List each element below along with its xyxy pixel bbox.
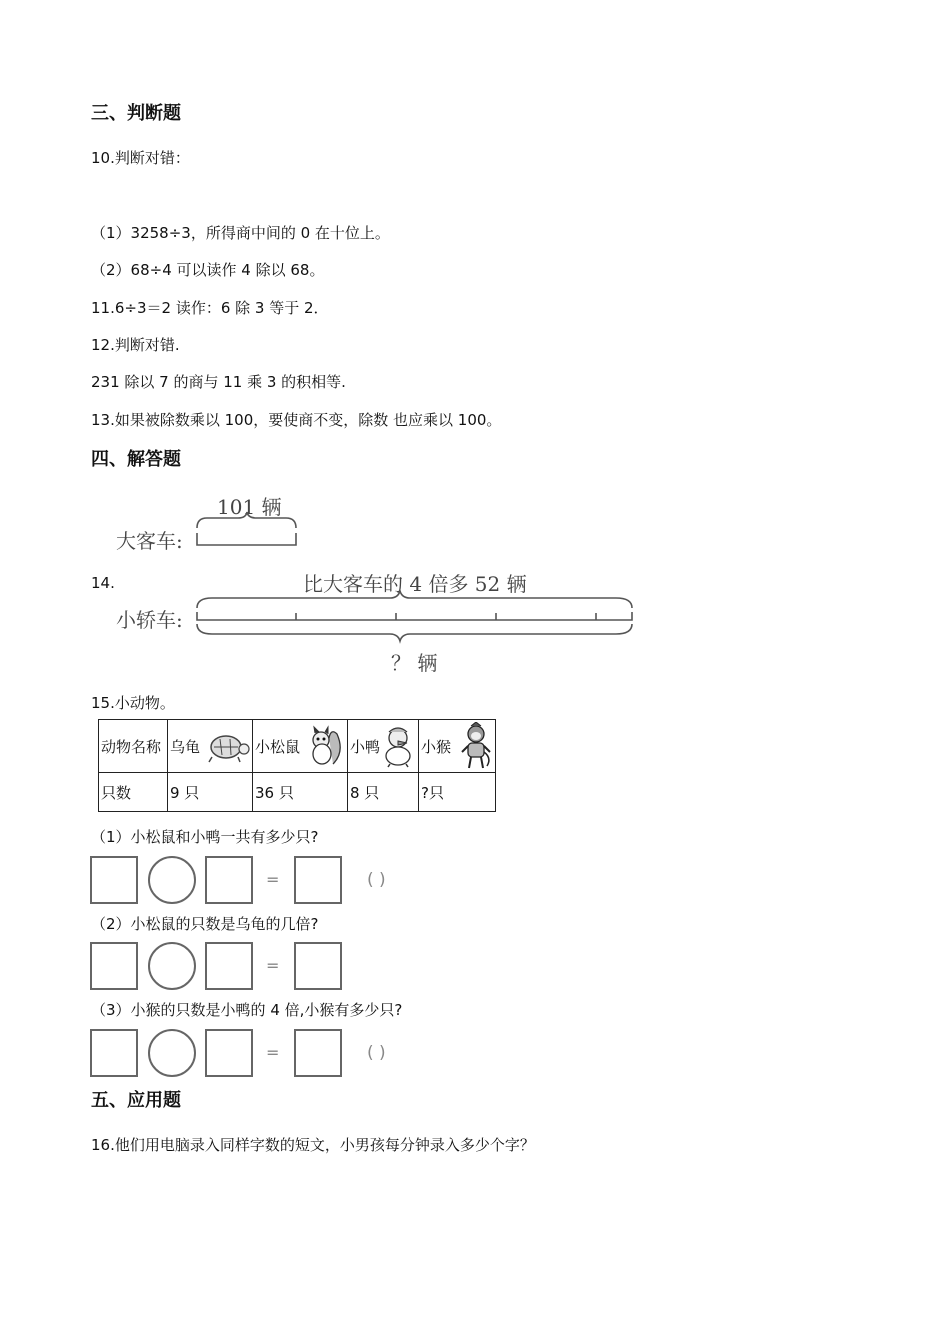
car-relation-label: 比大客车的 4 倍多 52 辆 (303, 572, 527, 596)
animal-count: ?只 (419, 773, 496, 812)
result-box[interactable] (294, 1029, 342, 1077)
unit-parentheses: ( ) (367, 1043, 386, 1063)
equals-sign: = (266, 1043, 280, 1062)
animal-count: 9 只 (168, 773, 253, 812)
equals-sign: = (266, 870, 280, 889)
car-unknown-label: ？ 辆 (391, 651, 438, 675)
operand-box[interactable] (90, 1029, 138, 1077)
q12-body: 231 除以 7 的商与 11 乘 3 的积相等. (91, 373, 346, 391)
answer-row-2 (90, 942, 350, 990)
bus-count-label: 101 辆 (217, 495, 282, 519)
q10-item-1: （1）3258÷3，所得商中间的 0 在十位上。 (91, 224, 390, 242)
operator-circle[interactable] (148, 942, 196, 990)
section-heading-apply: 五、应用题 (91, 1090, 181, 1111)
animal-name: 小松鼠 (255, 737, 301, 756)
answer-row-3 (90, 1029, 450, 1077)
count-label-cell: 只数 (99, 773, 168, 812)
operand-box[interactable] (90, 856, 138, 904)
monkey-icon (459, 722, 493, 770)
operator-circle[interactable] (148, 1029, 196, 1077)
q11-text: 11.6÷3＝2 读作：6 除 3 等于 2． (91, 299, 329, 317)
section-heading-solve: 四、解答题 (91, 449, 181, 470)
equals-sign: = (266, 956, 280, 975)
operand-box[interactable] (205, 1029, 253, 1077)
q10-title: 10.判断对错： (91, 149, 190, 167)
squirrel-icon (305, 724, 345, 768)
unit-parentheses: ( ) (367, 870, 386, 890)
animal-count: 36 只 (253, 773, 348, 812)
car-top-brace (197, 591, 632, 608)
header-label-cell: 动物名称 (99, 720, 168, 773)
q13-text: 13.如果被除数乘以 100，要使商不变，除数 也应乘以 100。 (91, 411, 502, 429)
operand-box[interactable] (205, 856, 253, 904)
q10-item-2: （2）68÷4 可以读作 4 除以 68。 (91, 261, 325, 279)
animal-name: 小鸭 (350, 737, 381, 756)
q16-text: 16.他们用电脑录入同样字数的短文，小男孩每分钟录入多少个字？ (91, 1136, 535, 1154)
bus-segment (197, 533, 296, 545)
duck-icon (380, 724, 416, 768)
bus-label: 大客车: (116, 529, 183, 553)
q15-title: 15.小动物。 (91, 694, 175, 712)
answer-row-1 (90, 856, 450, 904)
bus-brace (197, 512, 296, 528)
table-row (99, 720, 496, 773)
car-segment (197, 612, 632, 620)
result-box[interactable] (294, 942, 342, 990)
animal-count: 8 只 (348, 773, 419, 812)
car-label: 小轿车: (116, 608, 183, 632)
operand-box[interactable] (90, 942, 138, 990)
animal-table (98, 719, 496, 812)
q14-number: 14. (91, 574, 115, 592)
car-bottom-brace (197, 624, 632, 641)
animal-name: 小猴 (421, 737, 452, 756)
animal-name: 乌龟 (170, 737, 201, 756)
operand-box[interactable] (205, 942, 253, 990)
q15-sub-1: （1）小松鼠和小鸭一共有多少只? (91, 828, 319, 846)
q12-title: 12.判断对错. (91, 336, 180, 354)
q15-sub-3: （3）小猴的只数是小鸭的 4 倍,小猴有多少只? (91, 1001, 403, 1019)
operator-circle[interactable] (148, 856, 196, 904)
q15-sub-2: （2）小松鼠的只数是乌龟的几倍? (91, 915, 319, 933)
section-heading-judge: 三、判断题 (91, 103, 181, 124)
result-box[interactable] (294, 856, 342, 904)
turtle-icon (204, 727, 250, 765)
table-row (99, 773, 496, 812)
